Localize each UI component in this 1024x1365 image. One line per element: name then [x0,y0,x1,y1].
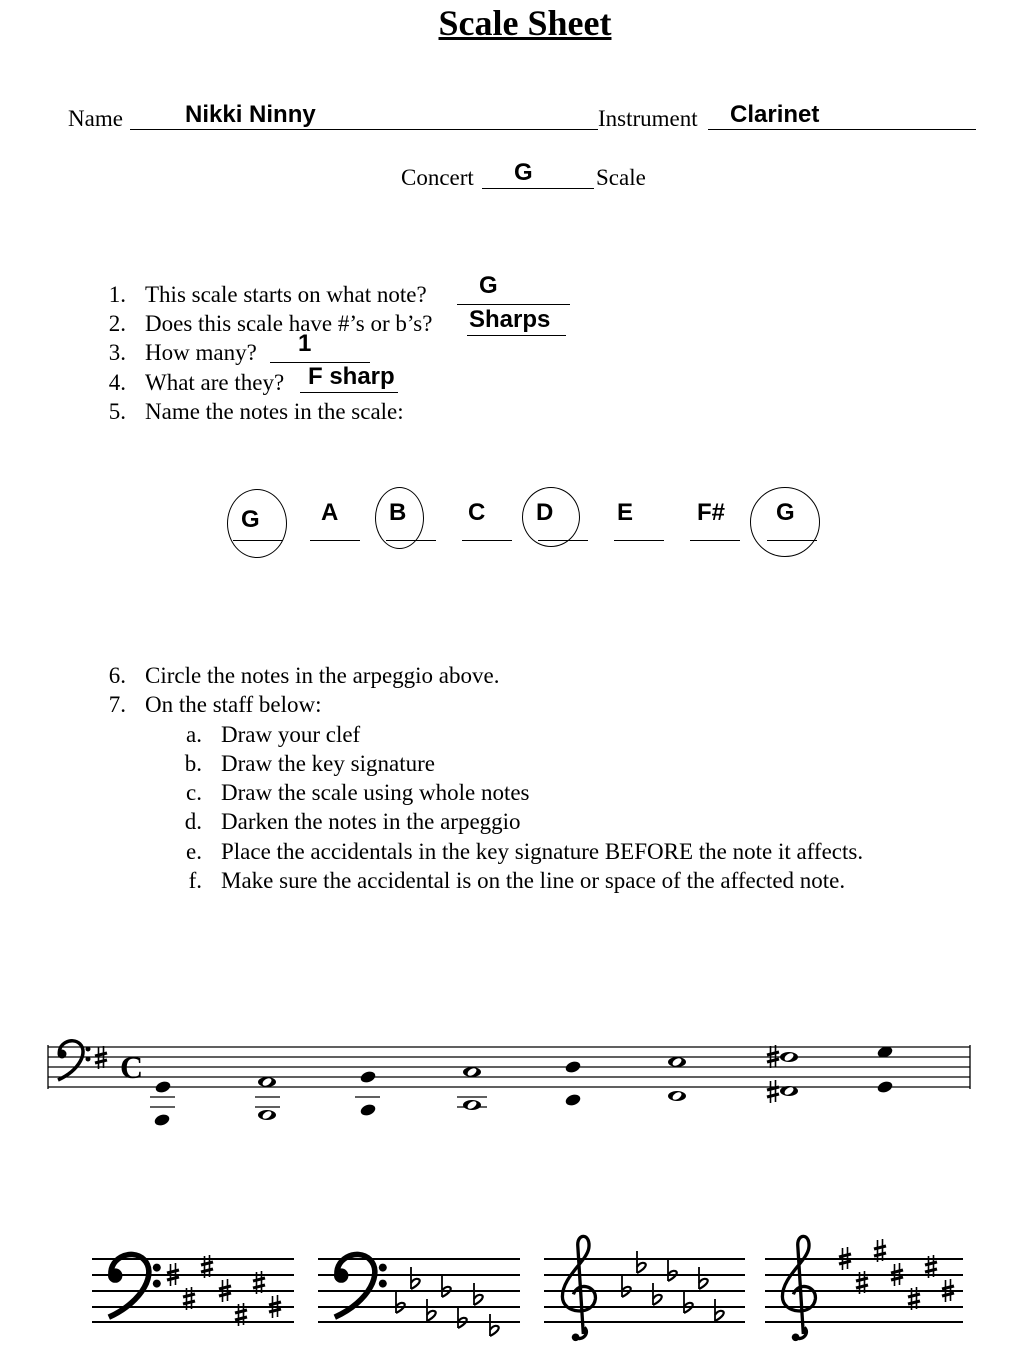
q1-answer: G [479,272,498,299]
q2-text: Does this scale have #’s or b’s? [145,311,433,336]
subitem-text: Darken the notes in the arpeggio [221,809,521,834]
subitem-text: Draw the scale using whole notes [221,780,530,805]
scale-note: F# [697,499,726,526]
scale-note: D [536,499,554,526]
svg-text:C: C [120,1049,144,1085]
subitem-letter: b. [184,751,202,776]
concert-answer: G [514,159,533,186]
q2-number: 2. [108,311,126,336]
subitem-letter: c. [186,780,202,805]
q5-number: 5. [108,399,126,424]
scale-note: B [389,499,407,526]
q6-number: 6. [108,663,126,688]
subitem-text: Make sure the accidental is on the line or space of the affected note. [221,868,846,893]
scale-note: G [776,499,795,526]
q3-number: 3. [108,340,126,365]
scale-label: Scale [596,165,646,190]
instrument-label: Instrument [598,106,698,131]
q4-number: 4. [108,370,126,395]
q1-text: This scale starts on what note? [145,282,427,307]
subitem-text: Place the accidentals in the key signature BEFORE the note it affects. [221,839,864,864]
scale-note: C [468,499,486,526]
q2-answer: Sharps [469,306,551,333]
q5-text: Name the notes in the scale: [145,399,404,424]
q4-text: What are they? [145,370,285,395]
q3-text: How many? [145,340,257,365]
subitem-letter: f. [188,868,202,893]
q6-text: Circle the notes in the arpeggio above. [145,663,500,688]
q7-text: On the staff below: [145,692,322,717]
page-title: Scale Sheet [438,3,612,43]
subitem-text: Draw the key signature [221,751,435,776]
name-answer: Nikki Ninny [185,101,316,128]
q3-answer: 1 [298,330,312,357]
subitem-letter: e. [186,839,202,864]
q1-number: 1. [108,282,126,307]
scale-note: E [617,499,634,526]
name-label: Name [68,106,123,131]
subitem-letter: d. [184,809,202,834]
subitem-letter: a. [186,722,202,747]
scale-note: G [241,506,260,533]
subitem-text: Draw your clef [221,722,361,747]
instrument-answer: Clarinet [730,101,820,128]
q7-number: 7. [108,692,126,717]
q4-answer: F sharp [308,363,395,390]
concert-label: Concert [401,165,474,190]
scale-note: A [321,499,339,526]
